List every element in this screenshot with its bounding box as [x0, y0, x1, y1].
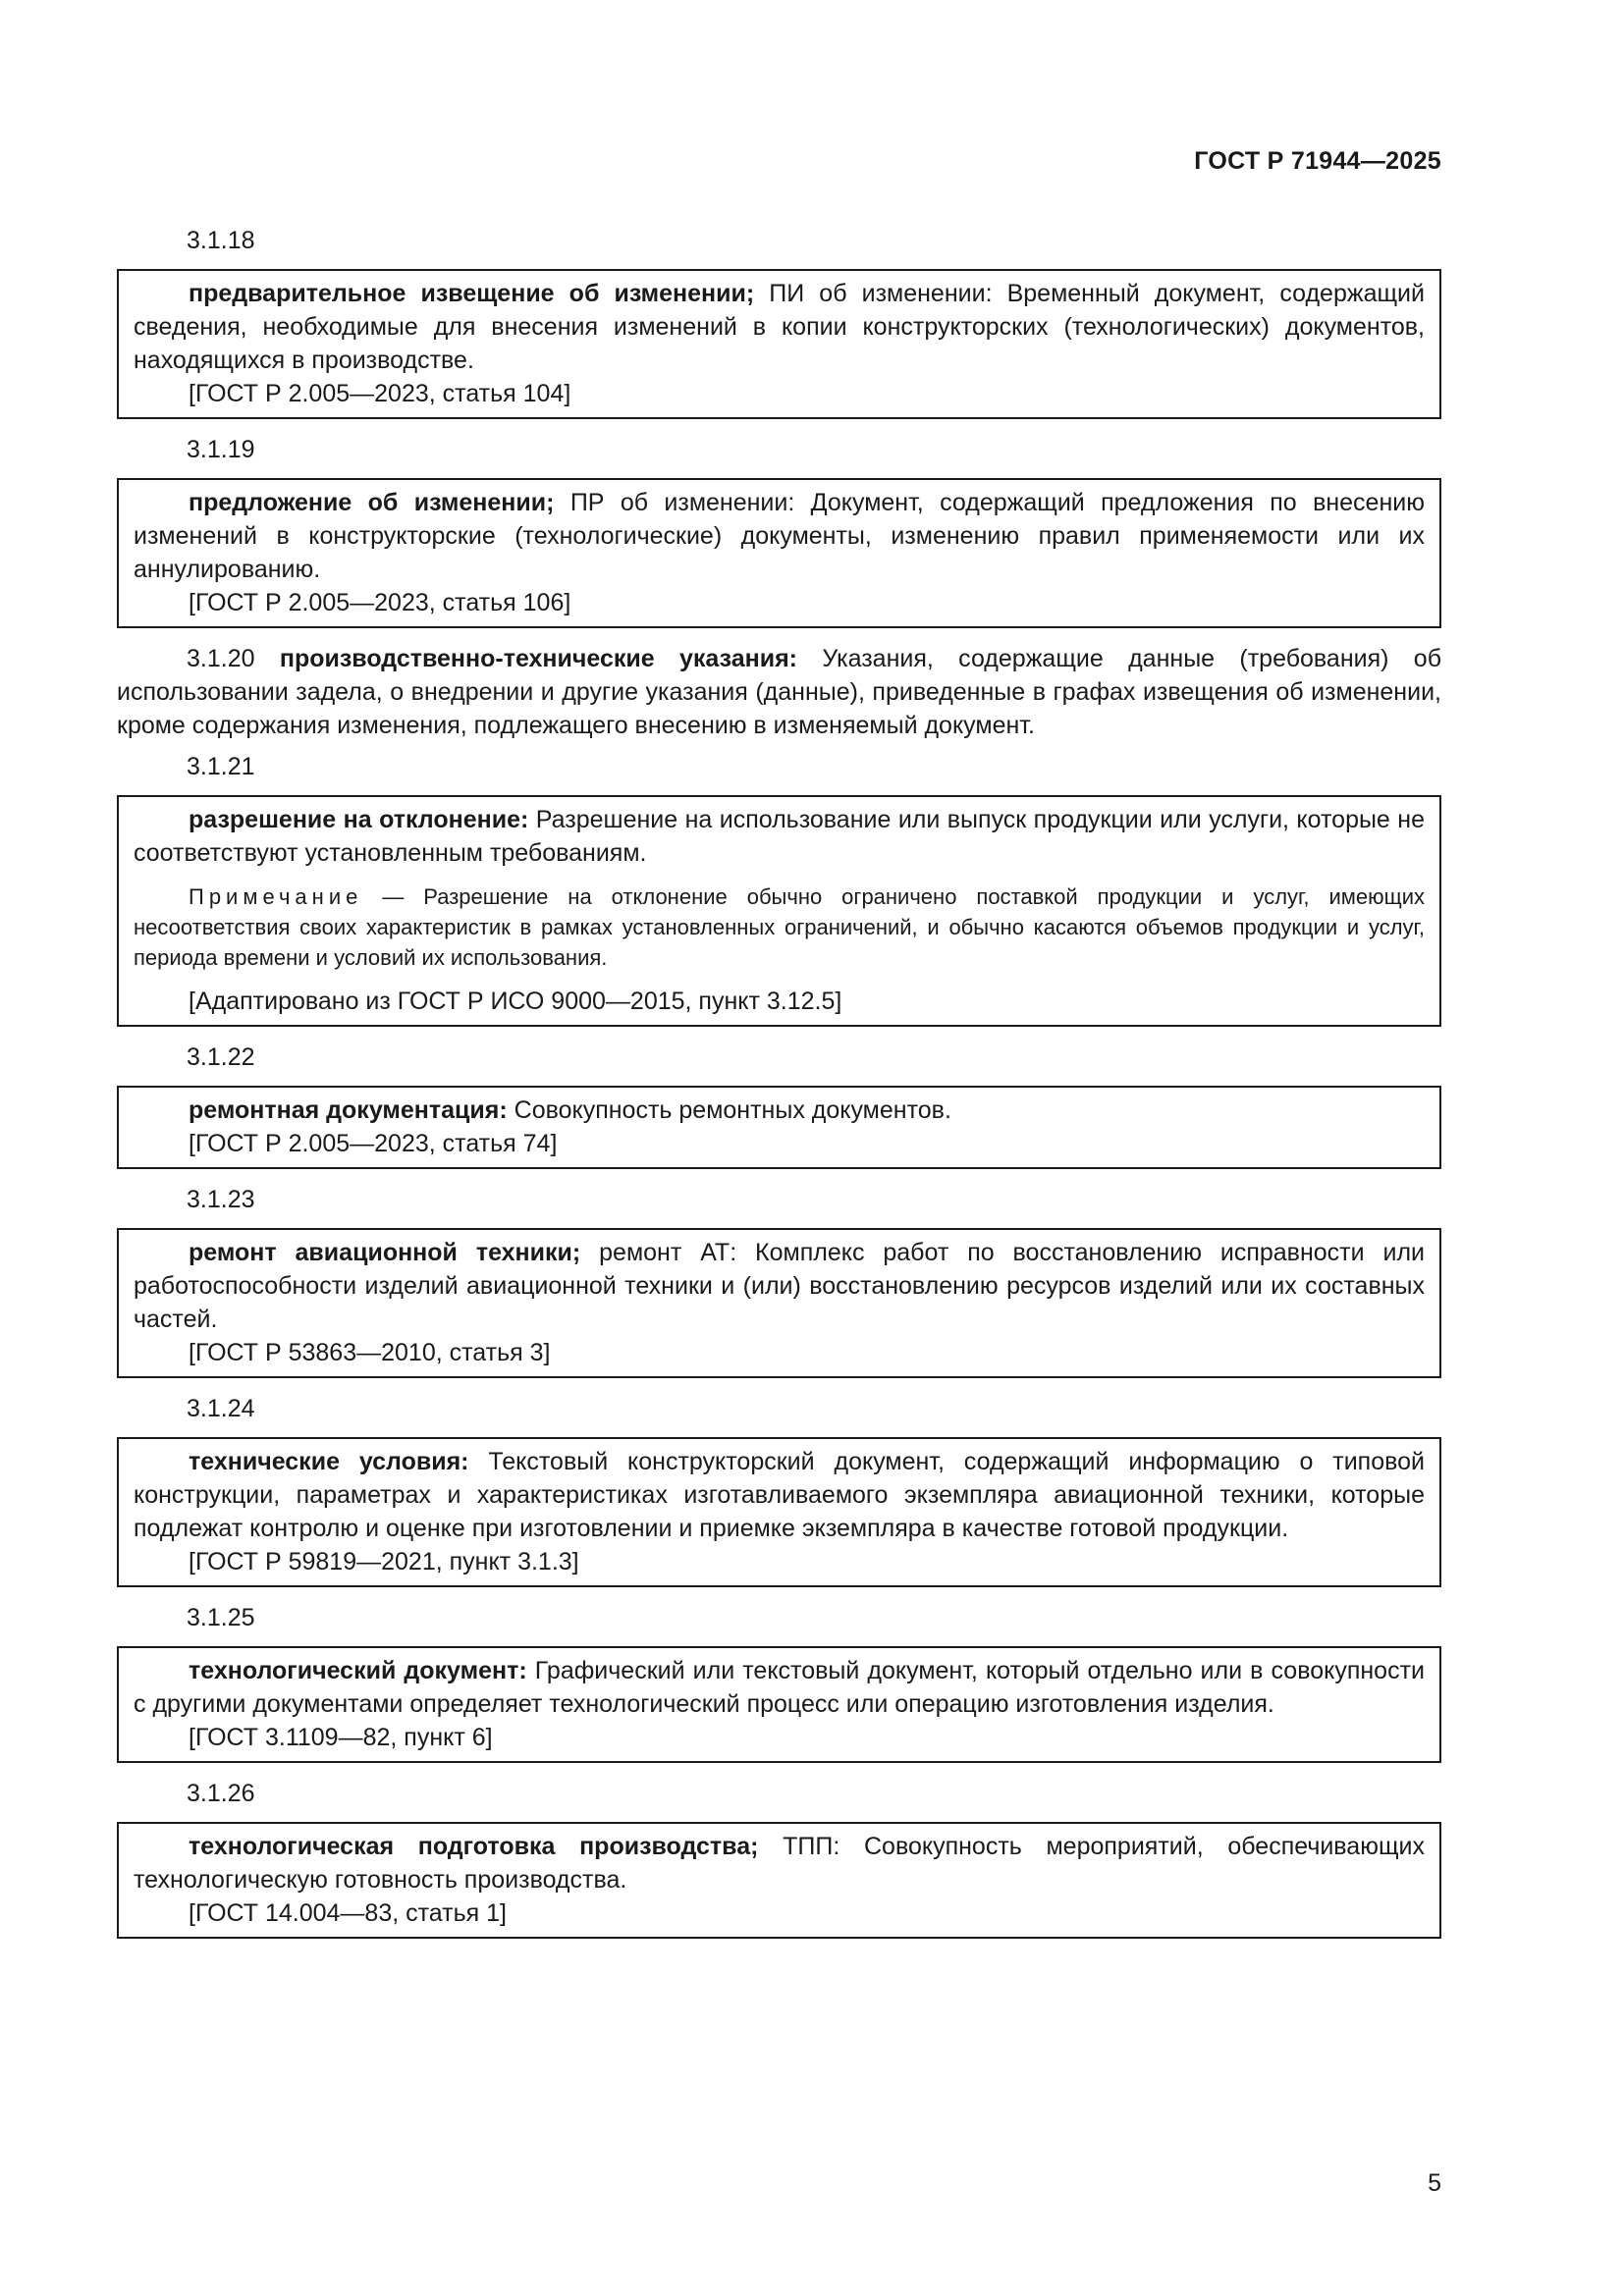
term-text: Указания, содержащие данные (требования) об использовании задела, о внедрении и другие указания (данные), приведенные в графах извещения об изменении, кроме содержания изменения, подлежащего внесению в изменяемый документ.: [117, 645, 1442, 739]
term-text: ТПП: Совокупность мероприятий, обеспечивающих технологическую готовность производства.: [134, 1833, 1425, 1894]
term-number: 3.1.21: [187, 753, 255, 780]
term-source: [ГОСТ Р 53863—2010, статья 3]: [189, 1339, 551, 1366]
note-label: Примечание: [189, 884, 363, 909]
term-definition: [134, 1094, 1425, 1127]
term-box: [117, 1086, 1441, 1169]
term-source: [ГОСТ Р 2.005—2023, статья 74]: [189, 1130, 558, 1157]
term-name: ремонт авиационной техники;: [189, 1239, 581, 1266]
term-text: Совокупность ремонтных документов.: [507, 1096, 951, 1124]
terms-section: [117, 224, 1441, 1952]
term-name: разрешение на отклонение:: [189, 806, 529, 833]
term-text: ремонт АТ: Комплекс работ по восстановлению исправности или работоспособности изделий авиационной техники и (или) восстановлению ресурсов изделий или их составных частей.: [134, 1239, 1425, 1333]
page-number: 5: [1428, 2169, 1441, 2197]
term-text: Текстовый конструкторский документ, содержащий информацию о типовой конструкции, параметрах и характеристиках изготавливаемого экземпляра авиационной техники, которые подлежат контролю и оценке при изготовлении и приемке экземпляра в качестве готовой продукции.: [134, 1448, 1425, 1542]
term-box: [117, 795, 1441, 1027]
term-source: [ГОСТ Р 2.005—2023, статья 106]: [189, 589, 571, 616]
term-box: [117, 1228, 1441, 1378]
term-number: 3.1.23: [187, 1186, 255, 1213]
term-definition: [134, 803, 1425, 870]
term-name: технологическая подготовка производства;: [189, 1833, 759, 1860]
term-name: технические условия:: [189, 1448, 469, 1475]
term-box: [117, 1646, 1441, 1763]
term-definition-plain: [117, 642, 1441, 742]
term-source: [ГОСТ 3.1109—82, пункт 6]: [189, 1724, 493, 1751]
term-text: ПИ об изменении: Временный документ, содержащий сведения, необходимые для внесения изменений в копии конструкторских (технологических) документов, находящихся в производстве.: [134, 280, 1425, 374]
term-text: ПР об изменении: Документ, содержащий предложения по внесению изменений в конструкторские (технологические) документы, изменению правил применяемости или их аннулированию.: [134, 489, 1425, 583]
term-name: производственно-технические указания:: [279, 645, 798, 672]
term-definition: [134, 486, 1425, 586]
term-definition: [134, 1445, 1425, 1545]
term-name: ремонтная документация:: [189, 1096, 508, 1124]
term-source: [ГОСТ Р 59819—2021, пункт 3.1.3]: [189, 1548, 579, 1575]
term-name: предложение об изменении;: [189, 489, 555, 516]
term-number: 3.1.25: [187, 1604, 255, 1631]
term-number: 3.1.19: [187, 436, 255, 463]
term-number: 3.1.20: [187, 645, 255, 672]
term-box: [117, 1437, 1441, 1587]
term-name: технологический документ:: [189, 1657, 527, 1684]
note-text: — Разрешение на отклонение обычно ограничено поставкой продукции и услуг, имеющих несоответствия своих характеристик в рамках установленных ограничений, и обычно касаются объемов продукции и услуг, периода времени и условий их использования.: [134, 884, 1425, 970]
term-definition: [134, 1236, 1425, 1336]
term-definition: [134, 1654, 1425, 1721]
term-name: предварительное извещение об изменении;: [189, 280, 755, 307]
term-text: Графический или текстовый документ, который отдельно или в совокупности с другими документами определяет технологический процесс или операцию изготовления изделия.: [134, 1657, 1425, 1718]
term-box: [117, 269, 1441, 419]
term-number: 3.1.22: [187, 1043, 255, 1071]
document-id: ГОСТ Р 71944—2025: [1194, 147, 1441, 175]
term-definition: [134, 1830, 1425, 1896]
term-note: [134, 881, 1425, 973]
term-definition: [134, 277, 1425, 377]
term-number: 3.1.26: [187, 1780, 255, 1807]
term-source: [Адаптировано из ГОСТ Р ИСО 9000—2015, пункт 3.12.5]: [189, 988, 842, 1015]
term-number: 3.1.24: [187, 1395, 255, 1422]
term-box: [117, 1822, 1441, 1939]
term-source: [ГОСТ Р 2.005—2023, статья 104]: [189, 380, 571, 407]
term-source: [ГОСТ 14.004—83, статья 1]: [189, 1899, 507, 1927]
term-box: [117, 478, 1441, 628]
term-text: Разрешение на использование или выпуск продукции или услуги, которые не соответствуют установленным требованиям.: [134, 806, 1425, 867]
term-number: 3.1.18: [187, 227, 255, 254]
